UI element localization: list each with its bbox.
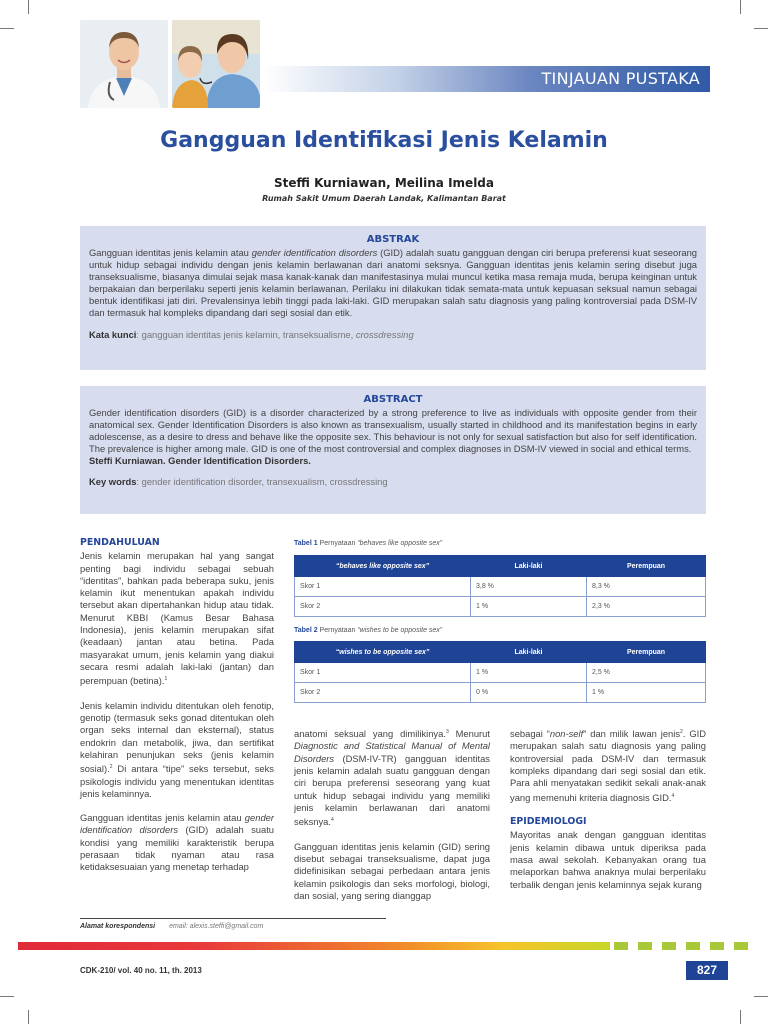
abstract-citation: Steffi Kurniawan. Gender Identification Disorders. xyxy=(89,455,311,467)
crop-mark xyxy=(754,996,768,997)
crop-mark xyxy=(740,1010,741,1024)
section-label: TINJAUAN PUSTAKA xyxy=(541,69,700,88)
abstract-body: Gender identification disorders (GID) is a disorder characterized by a strong preference to live as individuals with opposite gender from their anatomical sex. Gender Identification Disorders is also known as transexualism, usually started in childhood and its manifestation begins in early adolescense, as a desire to dress and behave like the opposite sex. This behaviour is not only for sexual satisfaction but also for self identification. The prevalence is higher among male. GID is one of the most controversial and complex diagnoses in DSM-IV viewed in social and ethical terms. Steffi Kurniawan. Gender Identification Disorders. xyxy=(89,407,697,467)
table-header: Perempuan xyxy=(587,642,706,663)
table-header-row xyxy=(295,642,706,663)
strip-square xyxy=(614,942,628,950)
table-header-row xyxy=(295,556,706,577)
table-cell: 8,3 % xyxy=(587,577,706,597)
section-banner xyxy=(262,66,710,92)
table-header: Laki-laki xyxy=(471,556,587,577)
strip-square xyxy=(734,942,748,950)
strip-square xyxy=(662,942,676,950)
abstrak-heading: ABSTRAK xyxy=(366,234,420,245)
table-cell: 1 % xyxy=(471,597,587,617)
table-cell: 1 % xyxy=(587,683,706,703)
correspondence-email[interactable]: email: alexis.steffi@gmail.com xyxy=(169,923,264,930)
strip-square xyxy=(710,942,724,950)
strip-square xyxy=(686,942,700,950)
crop-mark xyxy=(0,996,14,997)
paragraph: Mayoritas anak dengan gangguan identitas jenis kelamin dibawa untuk diperiksa pada masa awal sekolah. Kebanyakan orang tua melaporkan bahwa anaknya mulai berperilaku terbalik dengan jenis kelaminnya sejak kurang xyxy=(510,829,706,890)
column-2 xyxy=(294,726,490,914)
abstract-keywords: Key words: gender identification disorder, transexualism, crossdressing xyxy=(89,476,388,488)
table-row xyxy=(295,597,706,617)
table-cell: 2,3 % xyxy=(587,597,706,617)
table-cell: 0 % xyxy=(471,683,587,703)
affiliation: Rumah Sakit Umum Daerah Landak, Kalimantan Barat xyxy=(262,194,506,203)
article-title: Gangguan Identifikasi Jenis Kelamin xyxy=(160,128,608,153)
authors: Steffi Kurniawan, Meilina Imelda xyxy=(274,176,494,190)
crop-mark xyxy=(28,1010,29,1024)
table-cell: Skor 2 xyxy=(295,597,471,617)
journal-info: CDK-210/ vol. 40 no. 11, th. 2013 xyxy=(80,966,202,975)
abstrak-box xyxy=(80,226,706,370)
table-cell: 2,5 % xyxy=(587,663,706,683)
column-1 xyxy=(80,537,274,886)
abstract-box xyxy=(80,386,706,514)
correspondence-note: Alamat korespondensi email: alexis.steffi@gmail.com xyxy=(80,923,264,930)
epidemiologi-heading: EPIDEMIOLOGI xyxy=(510,816,587,828)
footnote-rule xyxy=(80,918,386,919)
table-2 xyxy=(294,641,706,703)
abstrak-body: Gangguan identitas jenis kelamin atau gender identification disorders (GID) adalah suatu gangguan dengan ciri berupa preferensi kuat seseorang untuk hidup sebagai individu dengan jenis kelamin berlawanan dari anatomi seksnya. Gangguan identitas jenis kelamin sering disebut juga transeksualisme, biasanya dimulai sejak masa kanak-kanak dan manifestasinya mulai muncul ketika masa remaja muda, berupa keinginan untuk berpakaian dan berperilaku seperti jenis kelamin berlawanan. Perilaku ini dilakukan tidak semata-mata untuk kepuasan seksual namun sebagai bentuk identifikasi jati diri. Prevalensinya lebih tinggi pada laki-laki. GID merupakan salah satu diagnosis yang paling kontroversial pada DSM-IV dan termasuk hal kompleks dipandang dari segi sosial dan etik. xyxy=(89,247,697,319)
table-cell: Skor 1 xyxy=(295,663,471,683)
crop-mark xyxy=(754,28,768,29)
paragraph: Gangguan identitas jenis kelamin (GID) sering disebut sebagai transeksualisme, dapat juga didefinisikan sebagai perbedaan antara jenis kelamin psikologis dan seks morfologi, biologi, dan sosial, yang sering dianggap xyxy=(294,840,490,901)
table-header: Laki-laki xyxy=(471,642,587,663)
column-3 xyxy=(510,726,706,903)
table-header: Perempuan xyxy=(587,556,706,577)
nurse-child-photo xyxy=(172,20,260,108)
abstract-heading: ABSTRACT xyxy=(363,394,423,405)
table-2-caption: Tabel 2 Pernyataan “wishes to be opposite sex” xyxy=(294,627,443,634)
doctor-photo xyxy=(80,20,168,108)
paragraph: Gangguan identitas jenis kelamin atau gender identification disorders (GID) adalah suatu kondisi yang memiliki karakteristik berupa perasaan tidak nyaman atau rasa ketidaksesuaian yang menetap terhadap xyxy=(80,812,275,873)
table-cell: Skor 1 xyxy=(295,577,471,597)
table-1-caption: Tabel 1 Pernyataan “behaves like opposite sex” xyxy=(294,540,443,547)
paragraph: anatomi seksual yang dimilikinya.$^3$ Menurut Diagnostic and Statistical Manual of Mental Disorders (DSM-IV-TR) gangguan identitas jenis kelamin adalah suatu gangguan dengan ciri berupa preferensi seseorang yang kuat untuk hidup sebagai individu yang memiliki jenis kelamin berlawanan dari anatomi seksnya.$^4$ xyxy=(294,728,490,828)
table-row xyxy=(295,663,706,683)
table-cell: 3,8 % xyxy=(471,577,587,597)
table-cell: Skor 2 xyxy=(295,683,471,703)
table-header: “wishes to be opposite sex” xyxy=(295,642,471,663)
page-number: 827 xyxy=(686,961,728,980)
table-header: “behaves like opposite sex” xyxy=(295,556,471,577)
table-row xyxy=(295,683,706,703)
pendahuluan-heading: PENDAHULUAN xyxy=(80,537,160,548)
crop-mark xyxy=(740,0,741,14)
crop-mark xyxy=(28,0,29,14)
paragraph: Jenis kelamin merupakan hal yang sangat penting bagi individu sebagai sebuah “identitas”, bahkan pada beberapa suku, jenis kelamin ikut menentukan apakah individu tersebut akan dipertahankan hidup atau tidak. Menurut KBBI (Kamus Besar Bahasa Indonesia), jenis kelamin merupakan sifat (keadaan) jantan atau betina. Pada masyarakat umum, jenis kelamin yang diakui secara resmi adalah laki-laki (jantan) dan perempuan (betina).$^1$ xyxy=(80,550,274,687)
table-cell: 1 % xyxy=(471,663,587,683)
paragraph: sebagai “non-self” dan milik lawan jenis$^2$. GID merupakan salah satu diagnosis yang paling kontroversial pada DSM-IV dan termasuk kompleks dipandang dari segi sosial dan etik. Para ahli menyatakan sedikit sekali anak-anak yang memenuhi kriteria diagnosis GID.$^4$ xyxy=(510,728,706,803)
table-1 xyxy=(294,555,706,617)
abstrak-keywords: Kata kunci: gangguan identitas jenis kelamin, transeksualisme, crossdressing xyxy=(89,328,414,340)
color-strip xyxy=(18,942,610,950)
crop-mark xyxy=(0,28,14,29)
table-row xyxy=(295,577,706,597)
paragraph: Jenis kelamin individu ditentukan oleh fenotip, genotip (termasuk seks gonad ditentukan oleh organ seks internal dan eksternal), status endokrin dan metabolik, jiwa, dan sertifikat kelahiran penunjukan seks (jenis kelamin sosial).$^2$ Di antara “tipe” seks tersebut, seks psikologis individu yang menentukan identitas jenis kelaminnya. xyxy=(80,699,274,799)
strip-square xyxy=(638,942,652,950)
